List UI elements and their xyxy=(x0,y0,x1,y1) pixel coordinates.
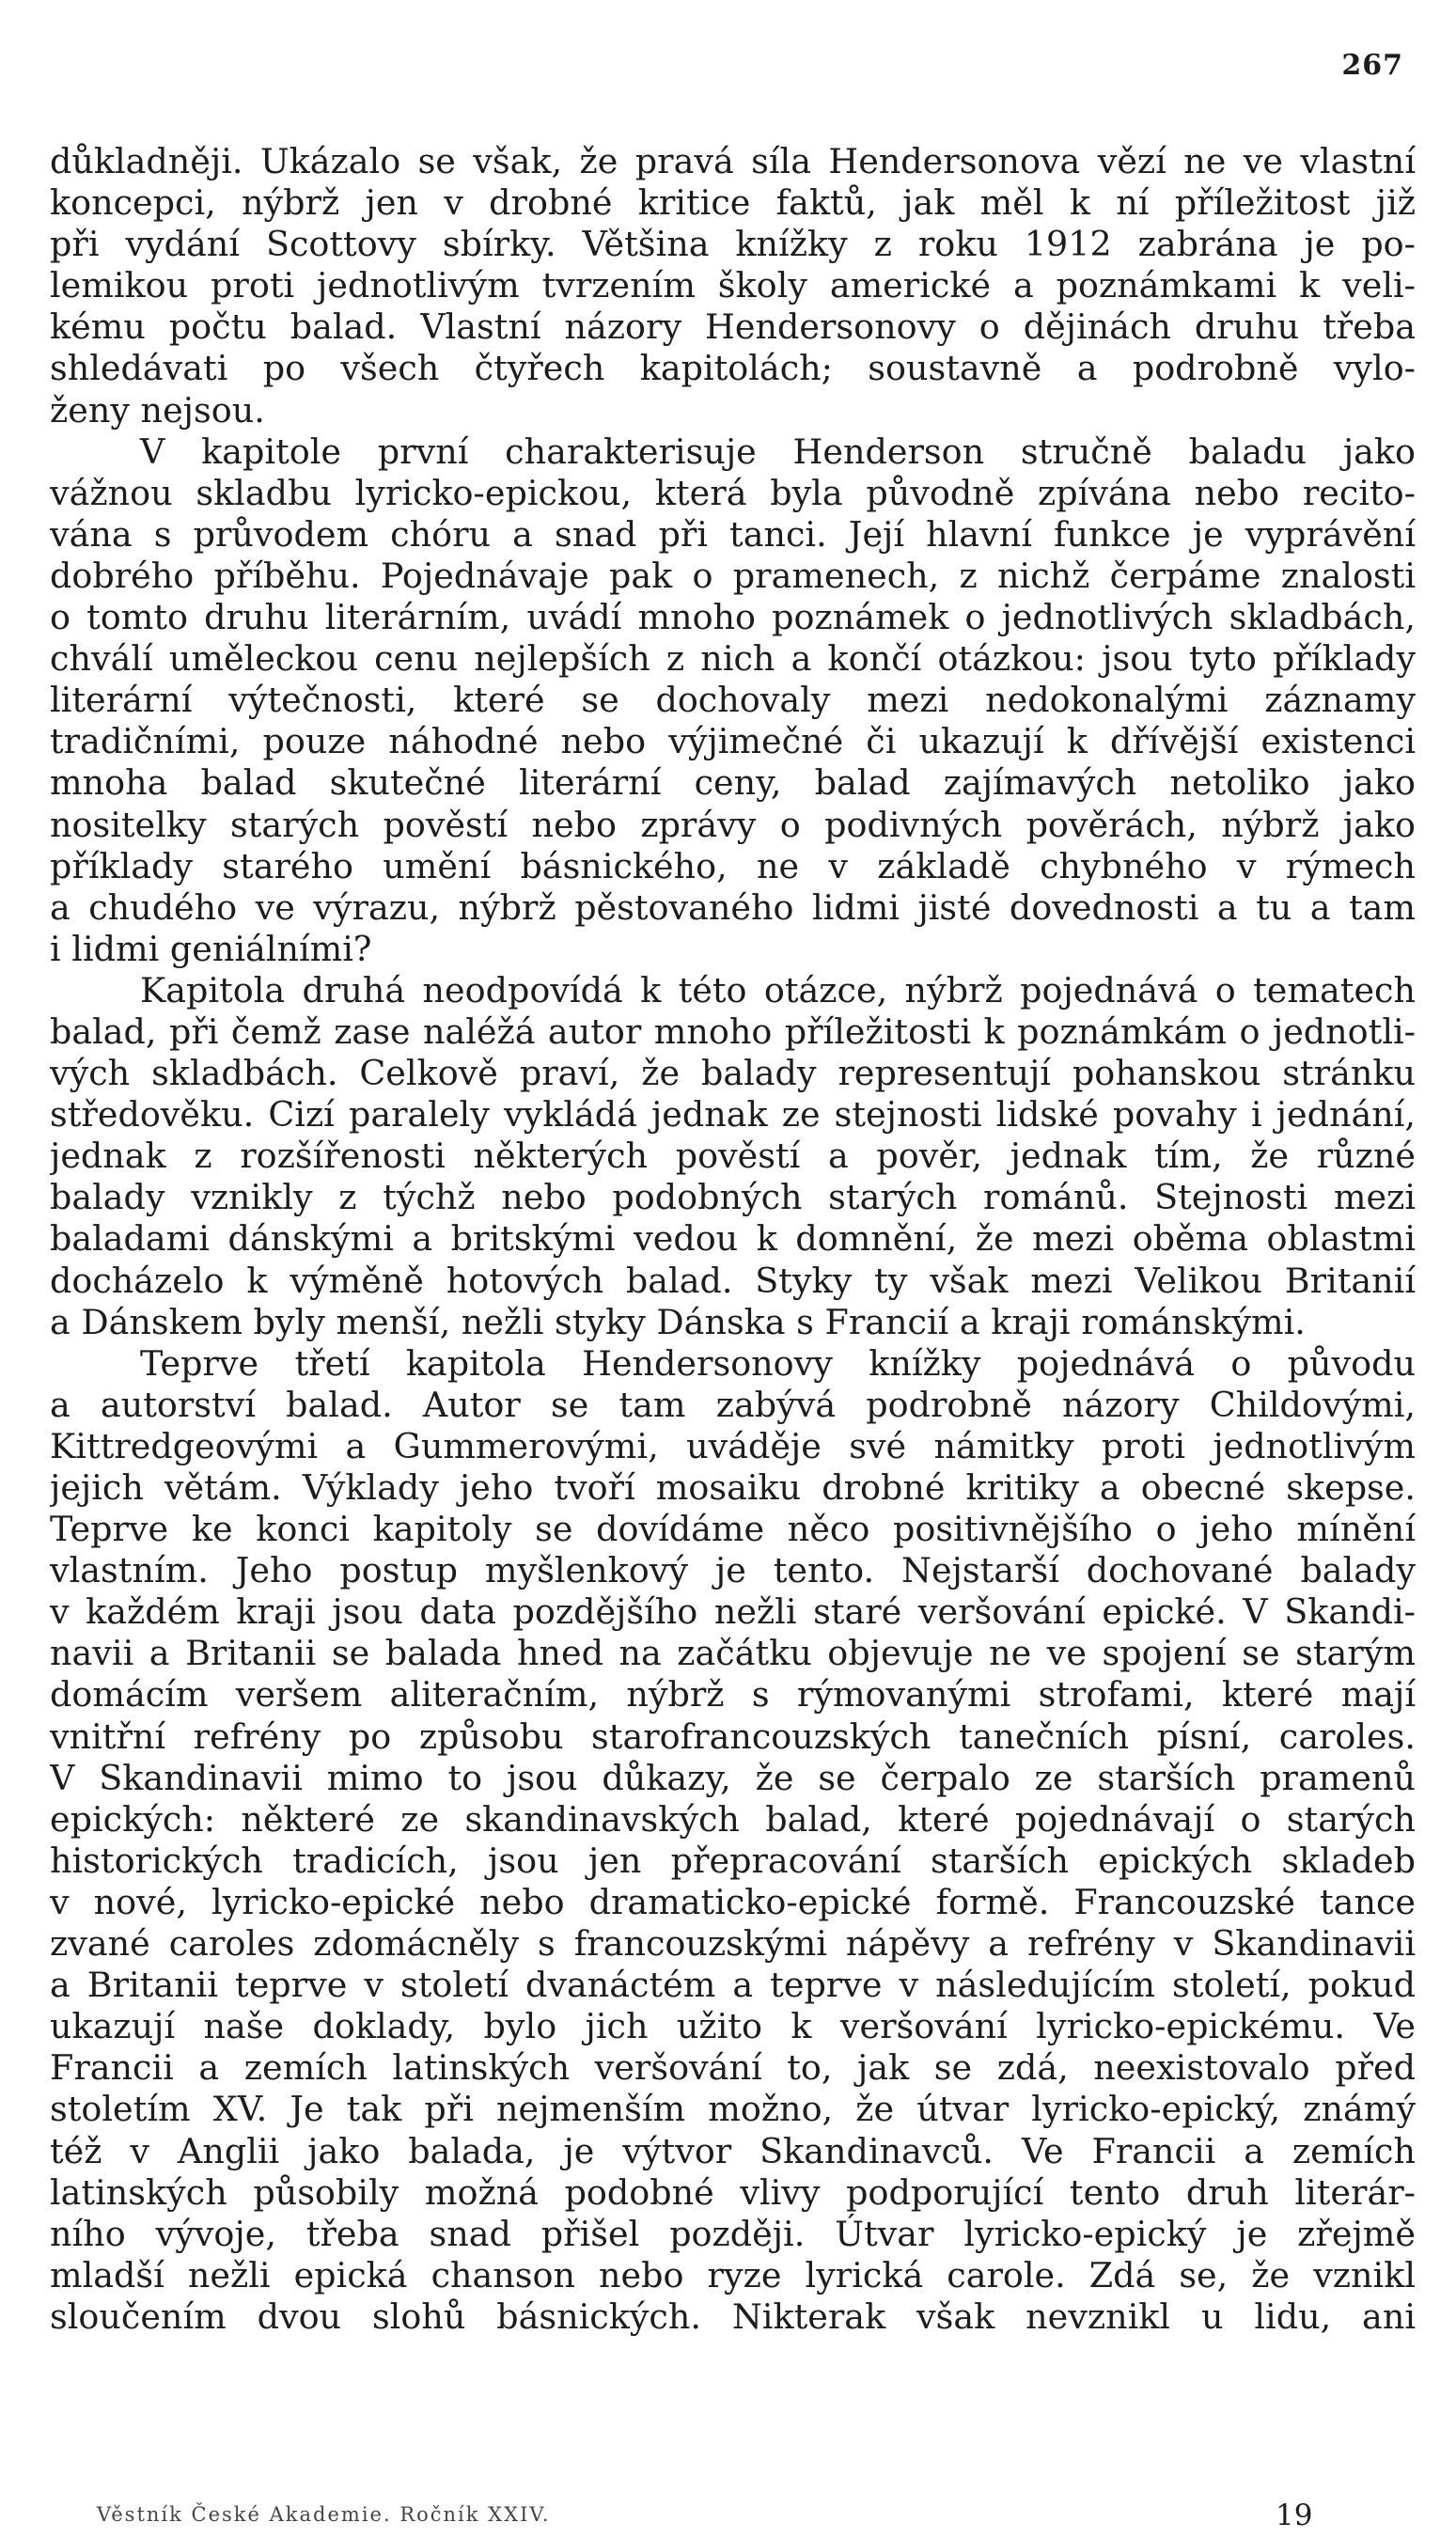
text-line: koncepci, nýbrž jen v drobné kritice faktů, jak měl k ní příležitost již xyxy=(50,182,1416,224)
body-text xyxy=(50,141,1416,2338)
text-line: důkladněji. Ukázalo se však, že pravá síla Hendersonova vězí ne ve vlastní xyxy=(50,141,1416,181)
text-line: ženy nejsou. xyxy=(50,389,265,431)
text-line: příklady starého umění básnického, ne v základě chybného v rýmech xyxy=(50,845,1416,886)
text-line: balady vznikly z týchž nebo podobných starých románů. Stejnosti mezi xyxy=(50,1177,1416,1218)
text-line: stoletím XV. Je tak při nejmenším možno, že útvar lyricko-epický, známý xyxy=(50,2089,1416,2130)
text-line: zvané caroles zdomácněly s francouzskými nápěvy a refrény v Skandinavii xyxy=(50,1923,1416,1965)
text-line: docházelo k výměně hotových balad. Styky ty však mezi Velikou Britanií xyxy=(50,1260,1416,1301)
page-number: 267 xyxy=(1341,49,1403,82)
text-line: Kittredgeovými a Gummerovými, uváděje své námitky proti jednotlivým xyxy=(50,1425,1416,1466)
text-line: jejich větám. Výklady jeho tvoří mosaiku drobné kritiky a obecné skepse. xyxy=(50,1467,1416,1508)
text-line: při vydání Scottovy sbírky. Většina knížky z roku 1912 zabrána je po- xyxy=(50,224,1416,265)
text-line: navii a Britanii se balada hned na začátku objevuje ne ve spojení se starým xyxy=(50,1633,1416,1674)
text-line: epických: některé ze skandinavských balad, které pojednávají o starých xyxy=(50,1798,1416,1840)
text-line: tradičními, pouze náhodné nebo výjimečné či ukazují k dřívější existenci xyxy=(50,721,1416,762)
paragraph-start-line: Teprve třetí kapitola Hendersonovy knížky pojednává o původu xyxy=(140,1342,1416,1384)
text-line: balad, při čemž zase naléžá autor mnoho příležitosti k poznámkám o jednotli- xyxy=(50,1010,1416,1052)
text-line: vnitřní refrény po způsobu starofrancouzských tanečních písní, caroles. xyxy=(50,1716,1416,1757)
text-line: o tomto druhu literárním, uvádí mnoho poznámek o jednotlivých skladbách, xyxy=(50,597,1416,638)
text-line: chválí uměleckou cenu nejlepších z nich a končí otázkou: jsou tyto příklady xyxy=(50,638,1416,680)
text-line: a autorství balad. Autor se tam zabývá podrobně názory Childovými, xyxy=(50,1384,1416,1425)
text-line: a Dánskem byly menší, nežli styky Dánska s Francií a kraji románskými. xyxy=(50,1301,1306,1342)
text-line: ního vývoje, třeba snad přišel později. Útvar lyricko-epický je zřejmě xyxy=(50,2213,1416,2254)
text-line: též v Anglii jako balada, je výtvor Skandinavců. Ve Francii a zemích xyxy=(50,2130,1416,2171)
text-line: v nové, lyricko-epické nebo dramaticko-epické formě. Francouzské tance xyxy=(50,1881,1416,1922)
footer-journal-title: Věstník České Akademie. Ročník XXIV. xyxy=(97,2503,551,2526)
text-line: vlastním. Jeho postup myšlenkový je tento. Nejstarší dochované balady xyxy=(50,1550,1416,1591)
text-line: Francii a zemích latinských veršování to, jak se zdá, neexistovalo před xyxy=(50,2047,1416,2089)
text-line: kému počtu balad. Vlastní názory Hendersonovy o dějinách druhu třeba xyxy=(50,306,1416,348)
text-line: Teprve ke konci kapitoly se dovídáme něco positivnějšího o jeho mínění xyxy=(50,1509,1416,1550)
text-line: historických tradicích, jsou jen přepracování starších epických skladeb xyxy=(50,1840,1416,1881)
text-line: nositelky starých pověstí nebo zprávy o podivných pověrách, nýbrž jako xyxy=(50,804,1416,845)
text-line: V Skandinavii mimo to jsou důkazy, že se čerpalo ze starších pramenů xyxy=(50,1757,1416,1798)
text-line: a chudého ve výrazu, nýbrž pěstovaného lidmi jisté dovednosti a tu a tam xyxy=(50,886,1416,928)
paragraph-start-line: V kapitole první charakterisuje Henderson stručně baladu jako xyxy=(140,431,1416,472)
text-line: dobrého příběhu. Pojednávaje pak o pramenech, z nichž čerpáme znalosti xyxy=(50,555,1416,596)
paragraph-start-line: Kapitola druhá neodpovídá k této otázce, nýbrž pojednává o tematech xyxy=(140,969,1416,1010)
text-line: vána s průvodem chóru a snad při tanci. Její hlavní funkce je vyprávění xyxy=(50,513,1416,555)
text-line: a Britanii teprve v století dvanáctém a teprve v následujícím století, pokud xyxy=(50,1965,1416,2006)
text-line: sloučením dvou slohů básnických. Nikterak však nevznikl u lidu, ani xyxy=(50,2295,1416,2337)
text-line: latinských působily možná podobné vlivy podporující tento druh literár- xyxy=(50,2171,1416,2213)
text-line: shledávati po všech čtyřech kapitolách; soustavně a podrobně vylo- xyxy=(50,348,1416,389)
text-line: lemikou proti jednotlivým tvrzením školy americké a poznámkami k veli- xyxy=(50,265,1416,306)
text-line: mnoha balad skutečné literární ceny, balad zajímavých netoliko jako xyxy=(50,762,1416,804)
text-line: i lidmi geniálními? xyxy=(50,928,372,969)
text-line: domácím veršem aliteračním, nýbrž s rýmovanými strofami, které mají xyxy=(50,1674,1416,1716)
text-line: vážnou skladbu lyricko-epickou, která byla původně zpívána nebo recito- xyxy=(50,472,1416,513)
text-line: mladší nežli epická chanson nebo ryze lyrická carole. Zdá se, že vznikl xyxy=(50,2254,1416,2295)
text-line: středověku. Cizí paralely vykládá jednak ze stejnosti lidské povahy i jednání, xyxy=(50,1094,1416,1136)
text-line: vých skladbách. Celkově praví, že balady representují pohanskou stránku xyxy=(50,1053,1416,1094)
text-line: v každém kraji jsou data pozdějšího nežli staré veršování epické. V Skandi- xyxy=(50,1591,1416,1633)
signature-mark: 19 xyxy=(1276,2499,1313,2532)
text-line: literární výtečnosti, které se dochovaly mezi nedokonalými záznamy xyxy=(50,680,1416,721)
text-line: jednak z rozšířenosti některých pověstí a pověr, jednak tím, že různé xyxy=(50,1136,1416,1177)
text-line: ukazují naše doklady, bylo jich užito k veršování lyricko-epickému. Ve xyxy=(50,2006,1416,2047)
text-line: baladami dánskými a britskými vedou k domnění, že mezi oběma oblastmi xyxy=(50,1218,1416,1260)
